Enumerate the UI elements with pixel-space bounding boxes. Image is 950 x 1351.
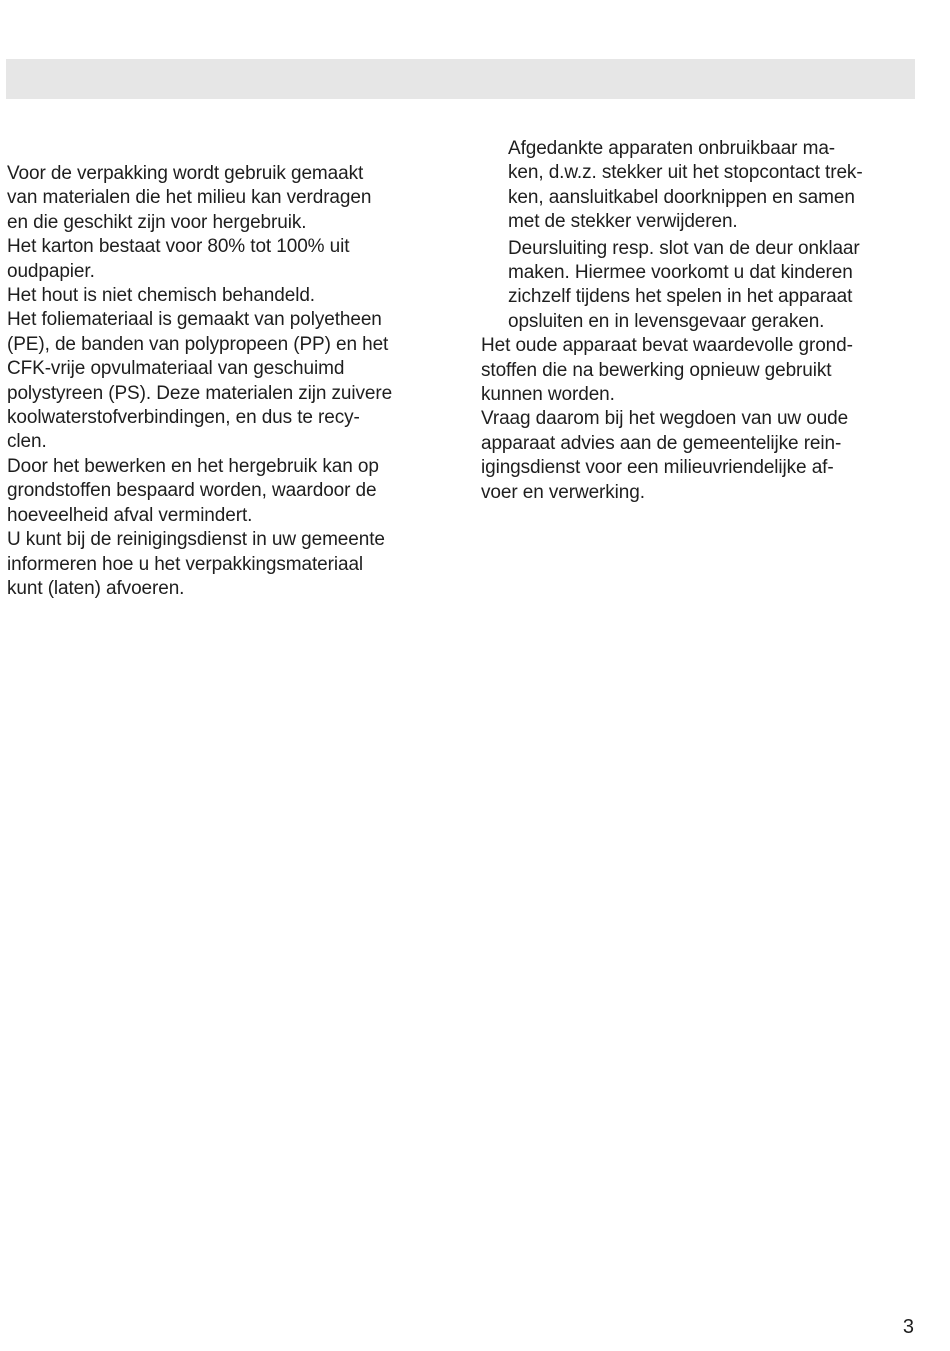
- text-line: ken, aansluitkabel doorknippen en samen: [508, 186, 855, 208]
- instruction-disable-appliance: [481, 137, 921, 235]
- right-column: [481, 137, 921, 505]
- paragraph-raw-materials: [481, 334, 921, 407]
- text-line: polystyreen (PS). Deze materialen zijn zuivere: [7, 382, 393, 404]
- text-line: en die geschikt zijn voor hergebruik.: [7, 211, 307, 233]
- text-line: koolwaterstofverbindingen, en dus te recy-: [7, 407, 360, 429]
- text-line: stoffen die na bewerking opnieuw gebruikt: [481, 359, 832, 381]
- text-line: Het foliemateriaal is gemaakt van polyetheen: [7, 309, 382, 331]
- text-line: voer en verwerking.: [481, 481, 645, 503]
- text-line: Het hout is niet chemisch behandeld.: [7, 285, 315, 307]
- text-line: opsluiten en in levensgevaar geraken.: [508, 310, 825, 332]
- paragraph-sanitation-service: [7, 528, 447, 601]
- page-number: 3: [902, 1316, 914, 1338]
- text-line: maken. Hiermee voorkomt u dat kinderen: [508, 262, 853, 284]
- text-line: zichzelf tijdens het spelen in het apparaat: [508, 286, 853, 308]
- text-line: (PE), de banden van polypropeen (PP) en het: [7, 333, 389, 355]
- text-line: kunnen worden.: [481, 384, 615, 406]
- instruction-door-lock: [481, 237, 921, 335]
- text-line: igingsdienst voor een milieuvriendelijke af-: [481, 457, 834, 479]
- left-column: [7, 162, 447, 601]
- text-line: informeren hoe u het verpakkingsmateriaal: [7, 553, 364, 575]
- text-line: Deursluiting resp. slot van de deur onklaar: [508, 237, 860, 259]
- text-line: Het oude apparaat bevat waardevolle grond-: [481, 335, 853, 357]
- text-line: kunt (laten) afvoeren.: [7, 577, 185, 599]
- text-line: oudpapier.: [7, 260, 95, 282]
- text-line: Voor de verpakking wordt gebruik gemaakt: [7, 163, 364, 184]
- text-line: ken, d.w.z. stekker uit het stopcontact trek-: [508, 162, 863, 184]
- text-line: Het karton bestaat voor 80% tot 100% uit: [7, 236, 350, 258]
- disposal-instructions: [481, 137, 921, 334]
- paragraph-recycling: [7, 455, 447, 528]
- text-line: U kunt bij de reinigingsdienst in uw gemeente: [7, 529, 385, 551]
- text-line: Vraag daarom bij het wegdoen van uw oude: [481, 408, 849, 430]
- text-line: apparaat advies aan de gemeentelijke rein-: [481, 432, 842, 454]
- header-band: [6, 59, 915, 99]
- paragraph-foil-material: [7, 308, 447, 454]
- paragraph-cardboard: [7, 235, 447, 284]
- text-line: grondstoffen bespaard worden, waardoor de: [7, 480, 377, 502]
- paragraph-municipal-advice: [481, 407, 921, 505]
- text-line: CFK-vrije opvulmateriaal van geschuimd: [7, 358, 345, 380]
- text-line: Afgedankte apparaten onbruikbaar ma-: [508, 138, 836, 159]
- text-line: van materialen die het milieu kan verdragen: [7, 187, 372, 209]
- text-line: clen.: [7, 431, 47, 453]
- paragraph-wood: [7, 284, 447, 308]
- text-line: Door het bewerken en het hergebruik kan op: [7, 455, 379, 477]
- text-line: hoeveelheid afval vermindert.: [7, 504, 253, 526]
- text-line: met de stekker verwijderen.: [508, 211, 738, 233]
- paragraph-packaging-materials: [7, 162, 447, 235]
